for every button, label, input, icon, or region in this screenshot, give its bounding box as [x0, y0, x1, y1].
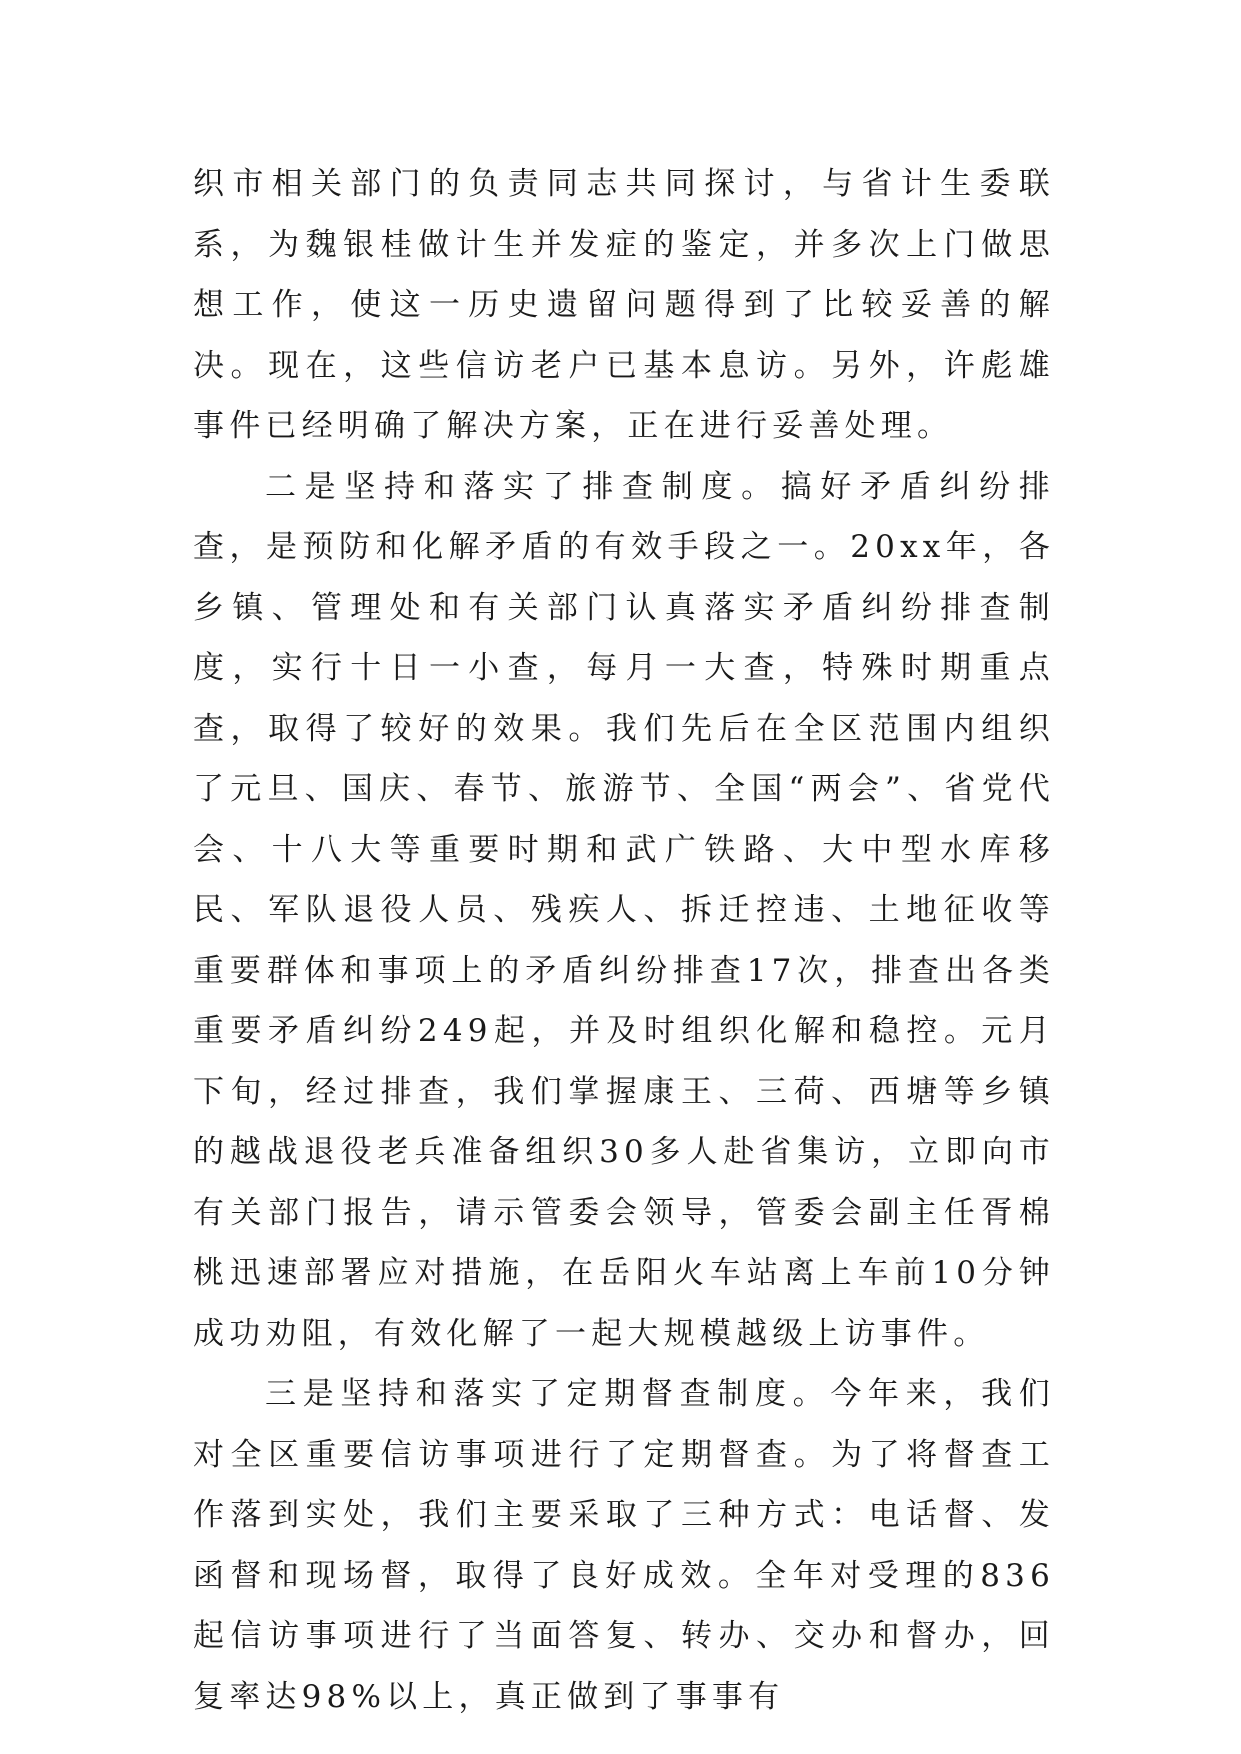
paragraph-supervision-system: 三是坚持和落实了定期督查制度。今年来，我们对全区重要信访事项进行了定期督查。为了将督查工作落到实处，我们主要采取了三种方式：电话督、发函督和现场督，取得了良好成效。全年对受理的836起信访事项进行了当面答复、转办、交办和督办，回复率达98%以上，真正做到了事事有: [193, 1376, 1055, 1715]
document-body: [193, 154, 1055, 1727]
paragraph-continuation: 织市相关部门的负责同志共同探讨，与省计生委联系，为魏银桂做计生并发症的鉴定，并多次上门做思想工作，使这一历史遗留问题得到了比较妥善的解决。现在，这些信访老户已基本息访。另外，许彪雄事件已经明确了解决方案，正在进行妥善处理。: [193, 166, 1055, 444]
paragraph-investigation-system: 二是坚持和落实了排查制度。搞好矛盾纠纷排查，是预防和化解矛盾的有效手段之一。20xx年，各乡镇、管理处和有关部门认真落实矛盾纠纷排查制度，实行十日一小查，每月一大查，特殊时期重点查，取得了较好的效果。我们先后在全区范围内组织了元旦、国庆、春节、旅游节、全国“两会”、省党代会、十八大等重要时期和武广铁路、大中型水库移民、军队退役人员、残疾人、拆迁控违、土地征收等重要群体和事项上的矛盾纠纷排查17次，排查出各类重要矛盾纠纷249起，并及时组织化解和稳控。元月下旬，经过排查，我们掌握康王、三荷、西塘等乡镇的越战退役老兵准备组织30多人赴省集访，立即向市有关部门报告，请示管委会领导，管委会副主任胥棉桃迅速部署应对措施，在岳阳火车站离上车前10分钟成功劝阻，有效化解了一起大规模越级上访事件。: [193, 468, 1055, 1352]
